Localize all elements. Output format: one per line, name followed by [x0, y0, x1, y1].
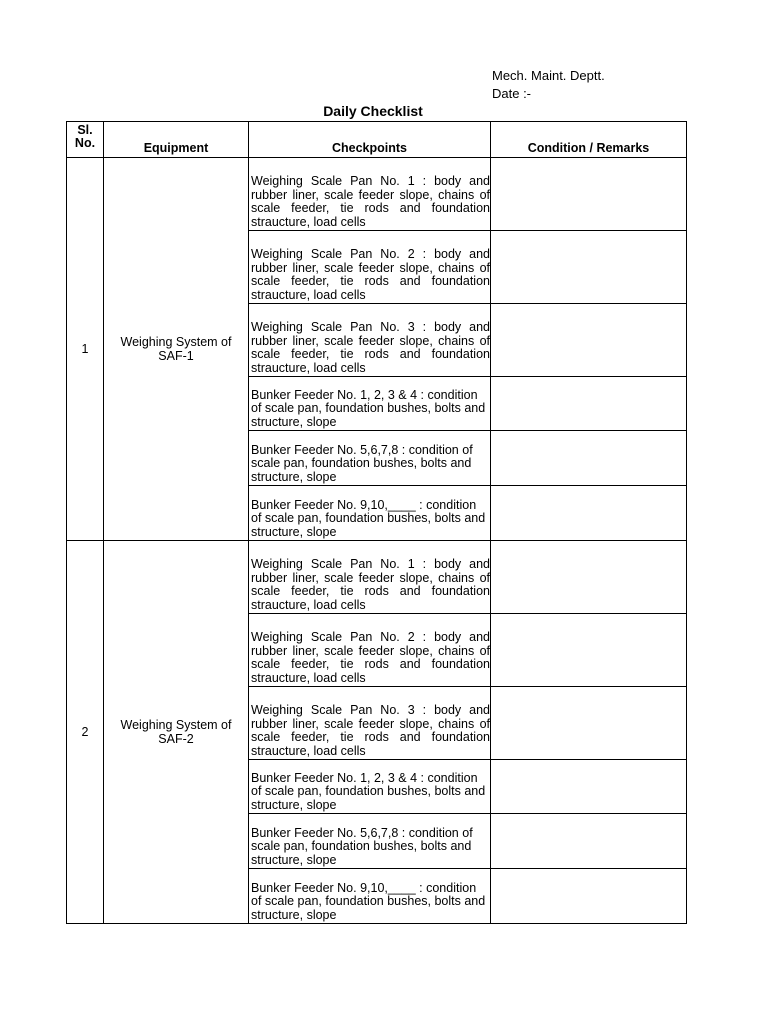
checkpoint-cell: Bunker Feeder No. 1, 2, 3 & 4 : condition of scale pan, foundation bushes, bolts and structure, slope [249, 760, 491, 814]
remarks-cell[interactable] [491, 231, 687, 304]
column-header-equipment: Equipment [104, 122, 249, 158]
table-row [67, 158, 687, 231]
checkpoint-cell: Bunker Feeder No. 5,6,7,8 : condition of scale pan, foundation bushes, bolts and structure, slope [249, 814, 491, 869]
date-label: Date :- [492, 86, 532, 101]
sl-no-cell: 2 [67, 541, 104, 924]
checkpoint-cell: Bunker Feeder No. 9,10,____ : condition of scale pan, foundation bushes, bolts and structure, slope [249, 869, 491, 924]
header-row [67, 122, 687, 158]
checkpoint-cell: Bunker Feeder No. 9,10,____ : condition of scale pan, foundation bushes, bolts and structure, slope [249, 486, 491, 541]
remarks-cell[interactable] [491, 760, 687, 814]
sl-no-cell: 1 [67, 158, 104, 541]
column-header-sl-no: Sl. No. [67, 122, 104, 158]
checkpoint-cell: Weighing Scale Pan No. 3 : body and rubber liner, scale feeder slope, chains of scale feeder, tie rods and foundation straucture, load cells [249, 687, 491, 760]
remarks-cell[interactable] [491, 304, 687, 377]
remarks-cell[interactable] [491, 814, 687, 869]
remarks-cell[interactable] [491, 486, 687, 541]
column-header-checkpoints: Checkpoints [249, 122, 491, 158]
checkpoint-cell: Weighing Scale Pan No. 1 : body and rubber liner, scale feeder slope, chains of scale feeder, tie rods and foundation straucture, load cells [249, 541, 491, 614]
checkpoint-cell: Weighing Scale Pan No. 2 : body and rubber liner, scale feeder slope, chains of scale feeder, tie rods and foundation straucture, load cells [249, 614, 491, 687]
table-row [67, 541, 687, 614]
checkpoint-cell: Weighing Scale Pan No. 3 : body and rubber liner, scale feeder slope, chains of scale feeder, tie rods and foundation straucture, load cells [249, 304, 491, 377]
equipment-cell: Weighing System of SAF-2 [104, 541, 249, 924]
remarks-cell[interactable] [491, 541, 687, 614]
equipment-cell: Weighing System of SAF-1 [104, 158, 249, 541]
remarks-cell[interactable] [491, 869, 687, 924]
page-title: Daily Checklist [323, 103, 423, 119]
checklist-table [66, 121, 687, 924]
department-label: Mech. Maint. Deptt. [492, 68, 605, 83]
header-block [492, 67, 605, 103]
remarks-cell[interactable] [491, 377, 687, 431]
checkpoint-cell: Weighing Scale Pan No. 2 : body and rubber liner, scale feeder slope, chains of scale feeder, tie rods and foundation straucture, load cells [249, 231, 491, 304]
column-header-remarks: Condition / Remarks [491, 122, 687, 158]
remarks-cell[interactable] [491, 614, 687, 687]
remarks-cell[interactable] [491, 158, 687, 231]
checkpoint-cell: Bunker Feeder No. 5,6,7,8 : condition of scale pan, foundation bushes, bolts and structure, slope [249, 431, 491, 486]
checkpoint-cell: Weighing Scale Pan No. 1 : body and rubber liner, scale feeder slope, chains of scale feeder, tie rods and foundation straucture, load cells [249, 158, 491, 231]
checkpoint-cell: Bunker Feeder No. 1, 2, 3 & 4 : condition of scale pan, foundation bushes, bolts and structure, slope [249, 377, 491, 431]
remarks-cell[interactable] [491, 431, 687, 486]
remarks-cell[interactable] [491, 687, 687, 760]
